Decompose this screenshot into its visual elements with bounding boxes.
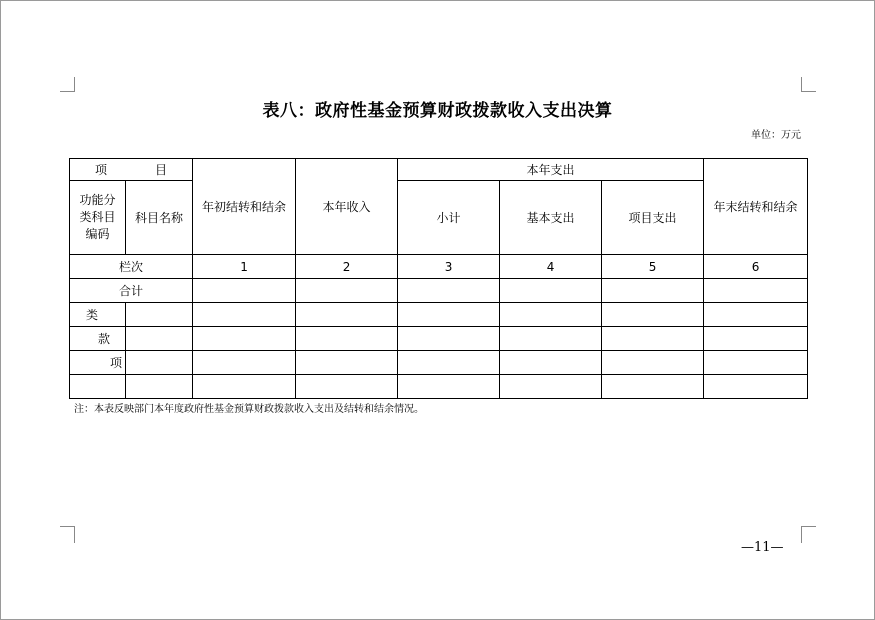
table-cell [296, 279, 398, 303]
table-cell [500, 351, 602, 375]
table-cell [398, 351, 500, 375]
table-cell [704, 375, 808, 399]
crop-mark-bottom-left [60, 526, 75, 543]
col-number-1: 1 [193, 255, 296, 279]
table-cell [500, 279, 602, 303]
table-cell [602, 303, 704, 327]
table-cell [193, 351, 296, 375]
table-cell [398, 279, 500, 303]
table-cell [602, 351, 704, 375]
table-cell [193, 327, 296, 351]
table-cell [704, 327, 808, 351]
row-xiang-label: 项 [70, 351, 126, 375]
table-cell [398, 327, 500, 351]
table-cell [602, 327, 704, 351]
table-cell [296, 327, 398, 351]
col-number-3: 3 [398, 255, 500, 279]
row-class-label: 类 [70, 303, 126, 327]
table-cell [704, 279, 808, 303]
page-number: —11— [741, 540, 784, 555]
col-number-6: 6 [704, 255, 808, 279]
table-cell [500, 303, 602, 327]
crop-mark-bottom-right [801, 526, 816, 543]
table-cell [126, 351, 193, 375]
crop-mark-top-left [60, 77, 75, 92]
unit-label: 单位：万元 [751, 130, 801, 141]
table-cell [296, 351, 398, 375]
table-cell [193, 375, 296, 399]
crop-mark-top-right [801, 77, 816, 92]
header-income: 本年收入 [296, 159, 398, 255]
header-item: 项 目 [70, 159, 193, 181]
col-number-5: 5 [602, 255, 704, 279]
header-subtotal: 小计 [398, 181, 500, 255]
row-index-label: 栏次 [70, 255, 193, 279]
table-cell [704, 303, 808, 327]
table-cell [126, 303, 193, 327]
table-cell [500, 375, 602, 399]
table-cell [296, 375, 398, 399]
table-cell [193, 279, 296, 303]
header-func-code: 功能分类科目编码 [70, 181, 126, 255]
table-cell [296, 303, 398, 327]
table-cell [602, 375, 704, 399]
table-cell [126, 327, 193, 351]
header-end-balance: 年末结转和结余 [704, 159, 808, 255]
col-number-4: 4 [500, 255, 602, 279]
header-begin-balance: 年初结转和结余 [193, 159, 296, 255]
table-note: 注：本表反映部门本年度政府性基金预算财政拨款收入支出及结转和结余情况。 [74, 404, 424, 415]
budget-table [69, 158, 808, 399]
header-expense-group: 本年支出 [398, 159, 704, 181]
header-subject-name: 科目名称 [126, 181, 193, 255]
row-total-label: 合计 [70, 279, 193, 303]
page-title: 表八：政府性基金预算财政拨款收入支出决算 [262, 101, 613, 121]
table-cell [193, 303, 296, 327]
table-cell [126, 375, 193, 399]
header-project-expense: 项目支出 [602, 181, 704, 255]
table-cell [70, 375, 126, 399]
table-cell [398, 303, 500, 327]
table-cell [704, 351, 808, 375]
header-basic-expense: 基本支出 [500, 181, 602, 255]
col-number-2: 2 [296, 255, 398, 279]
table-cell [602, 279, 704, 303]
row-kuan-label: 款 [70, 327, 126, 351]
table-cell [500, 327, 602, 351]
table-cell [398, 375, 500, 399]
